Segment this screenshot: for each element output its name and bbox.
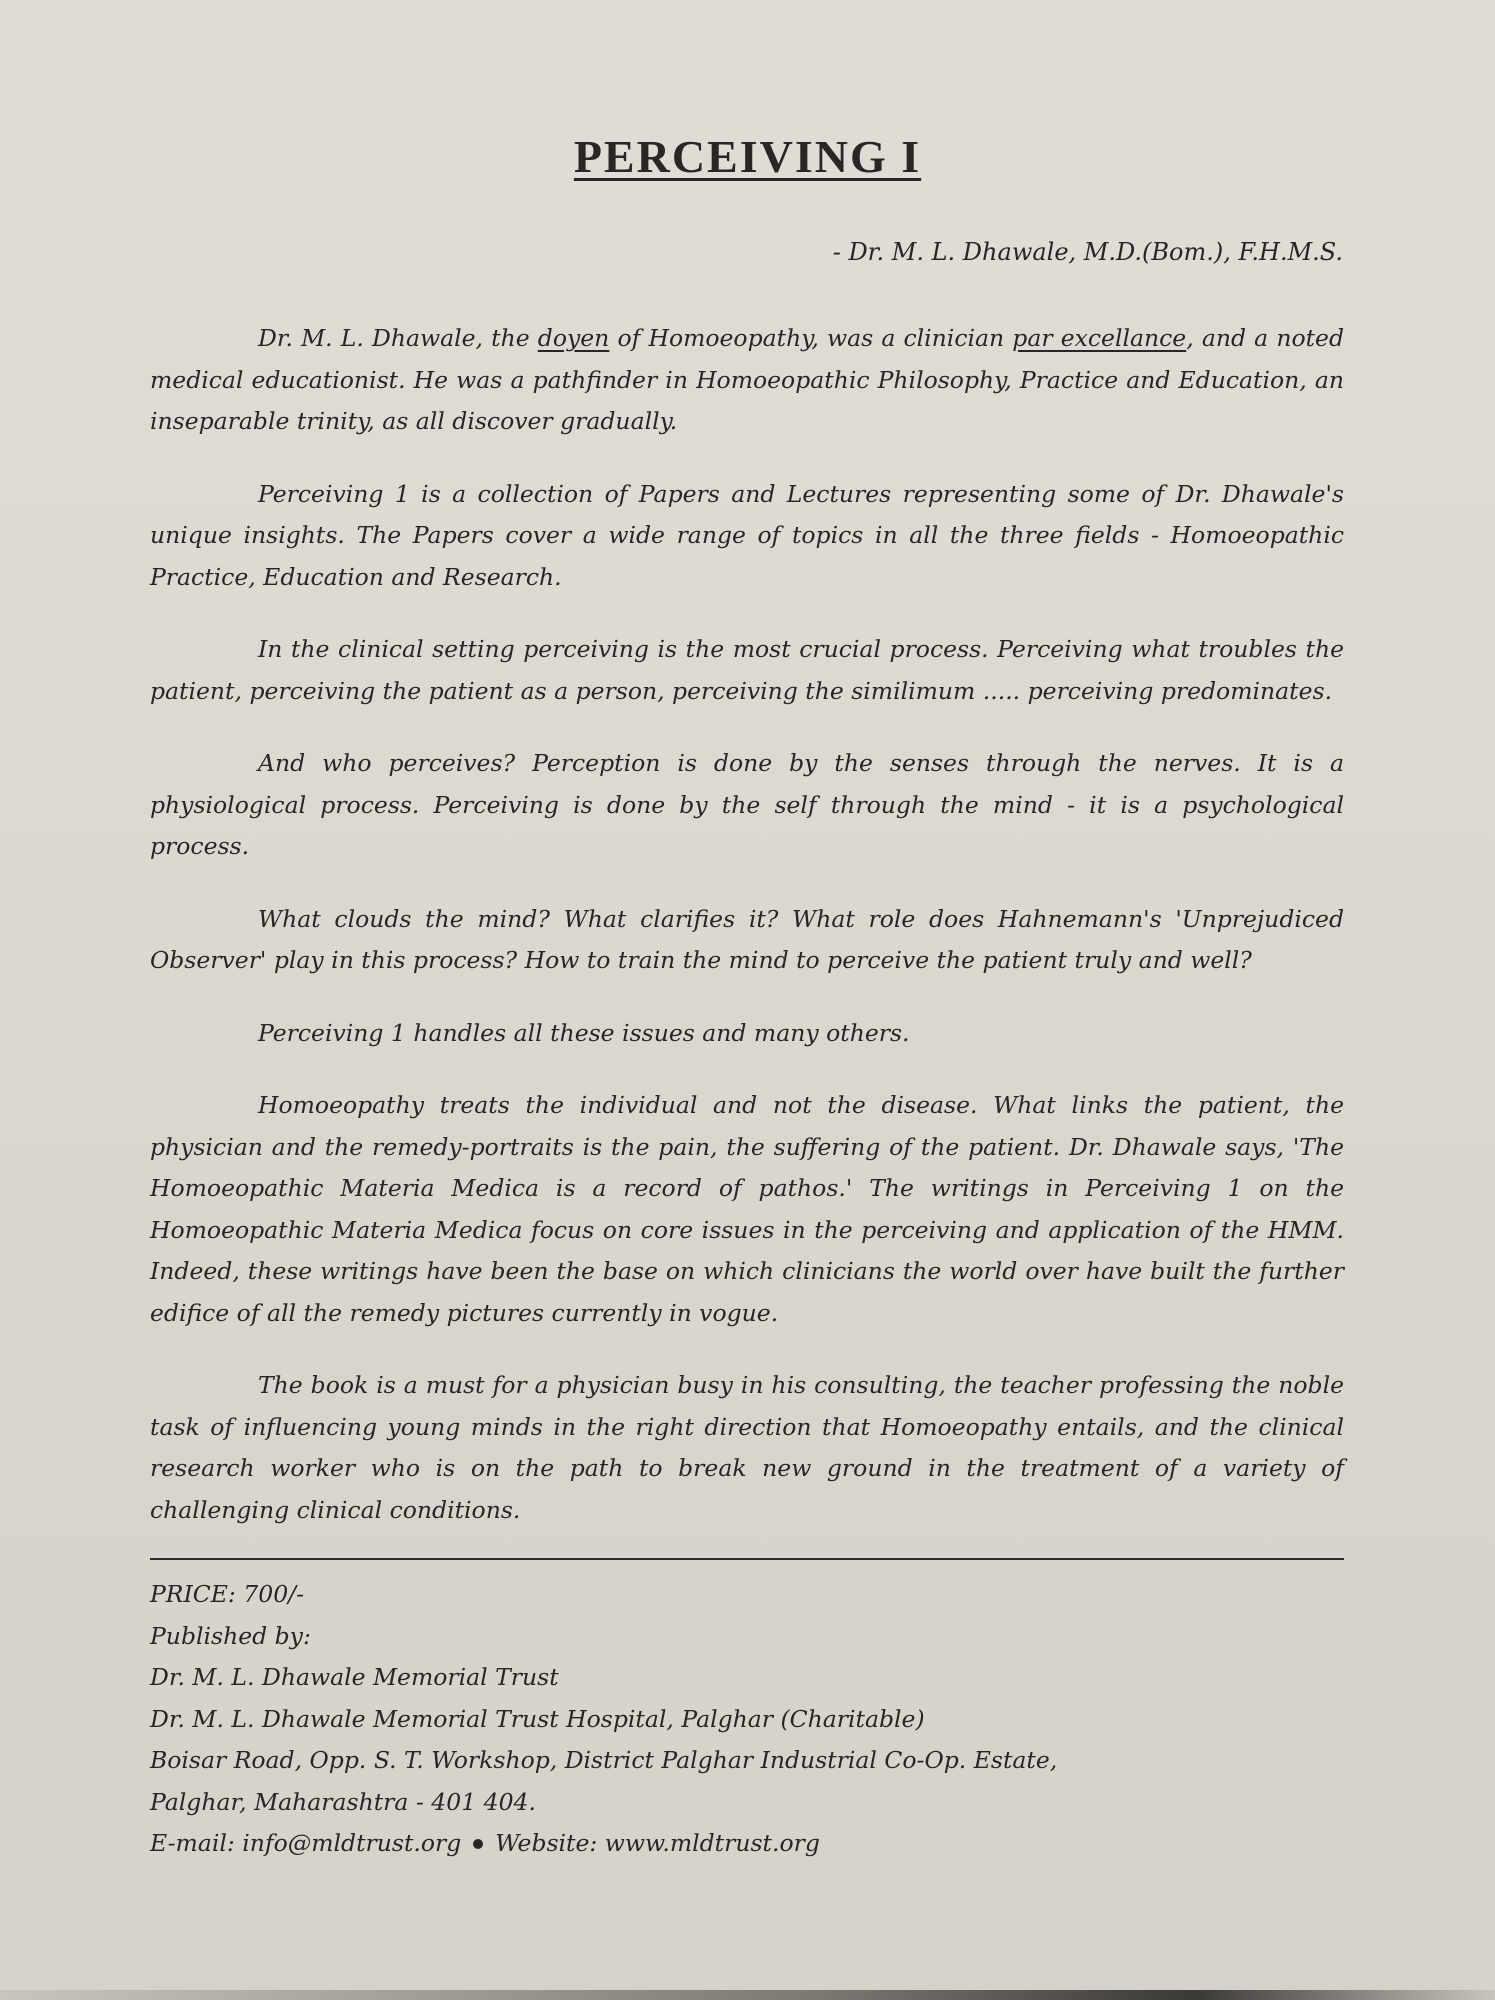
paragraph-who-perceives: And who perceives? Perception is done by the senses through the nerves. It is a physiological process. Perceiving is done by the self through the mind - it is a psychological process.: [150, 749, 1344, 860]
paragraph-intro-part-a: Dr. M. L. Dhawale, the: [258, 324, 538, 352]
page-bottom-edge: [0, 1990, 1495, 2000]
paragraph-questions: What clouds the mind? What clarifies it? What role does Hahnemann's 'Unprejudiced Observer' play in this process? How to train the mind to perceive the patient truly and well?: [150, 904, 1344, 974]
page-title-text: PERCEIVING I: [573, 131, 922, 182]
website-text: Website: www.mldtrust.org: [495, 1829, 820, 1857]
paragraph-intro-part-c: , and a noted medical educationist. He was a pathfinder in Homoeopathic Philosophy, Practice and Education, an inseparable trinity, as all discover gradually.: [150, 324, 1345, 435]
publisher-address-line-1: Boisar Road, Opp. S. T. Workshop, District Palghar Industrial Co-Op. Estate,: [150, 1746, 1058, 1774]
bullet-dot-icon: [473, 1839, 483, 1849]
email-text: E-mail: info@mldtrust.org: [150, 1829, 462, 1857]
paragraph-audience: The book is a must for a physician busy in his consulting, the teacher professing the noble task of influencing young minds in the right direction that Homoeopathy entails, and the clinical research worker who is on the path to break new ground in the treatment of a variety of challenging clinical conditions.: [150, 1371, 1344, 1524]
publisher-address-line-2: Palghar, Maharashtra - 401 404.: [150, 1787, 536, 1816]
contact-line: [150, 1823, 1344, 1865]
price-label: PRICE: 700/-: [150, 1580, 305, 1608]
publisher-block: [150, 1574, 1344, 1865]
publisher-trust-name: Dr. M. L. Dhawale Memorial Trust: [150, 1663, 559, 1691]
description-body: [150, 318, 1344, 1562]
paragraph-collection: Perceiving 1 is a collection of Papers and Lectures representing some of Dr. Dhawale's unique insights. The Papers cover a wide range of topics in all the three fields - Homoeopathic Practice, Education and Research.: [150, 479, 1344, 591]
underlined-doyen: doyen: [537, 324, 610, 352]
publisher-hospital: Dr. M. L. Dhawale Memorial Trust Hospital, Palghar (Charitable): [150, 1704, 925, 1733]
published-by-label: Published by:: [150, 1621, 311, 1650]
paragraph-intro: [150, 318, 1344, 443]
paragraph-clinical-setting: In the clinical setting perceiving is the most crucial process. Perceiving what troubles the patient, perceiving the patient as a person, perceiving the similimum ..... perceiving predominates.: [150, 635, 1344, 705]
paragraph-handles-issues: Perceiving 1 handles all these issues and many others.: [258, 1018, 910, 1047]
author-line: - Dr. M. L. Dhawale, M.D.(Bom.), F.H.M.S.: [832, 238, 1343, 266]
paragraph-intro-part-b: of Homoeopathy, was a clinician: [609, 324, 1013, 352]
divider-line: [150, 1558, 1344, 1560]
paragraph-materia-medica: Homoeopathy treats the individual and not the disease. What links the patient, the physician and the remedy-portraits is the pain, the suffering of the patient. Dr. Dhawale says, 'The Homoeopathic Materia Medica is a record of pathos.' The writings in Perceiving 1 on the Homoeopathic Materia Medica focus on core issues in the perceiving and application of the HMM. Indeed, these writings have been the base on which clinicians the world over have built the further edifice of all the remedy pictures currently in vogue.: [150, 1091, 1344, 1327]
page-title: [0, 130, 1495, 183]
underlined-par-excellance: par excellance: [1012, 324, 1187, 352]
